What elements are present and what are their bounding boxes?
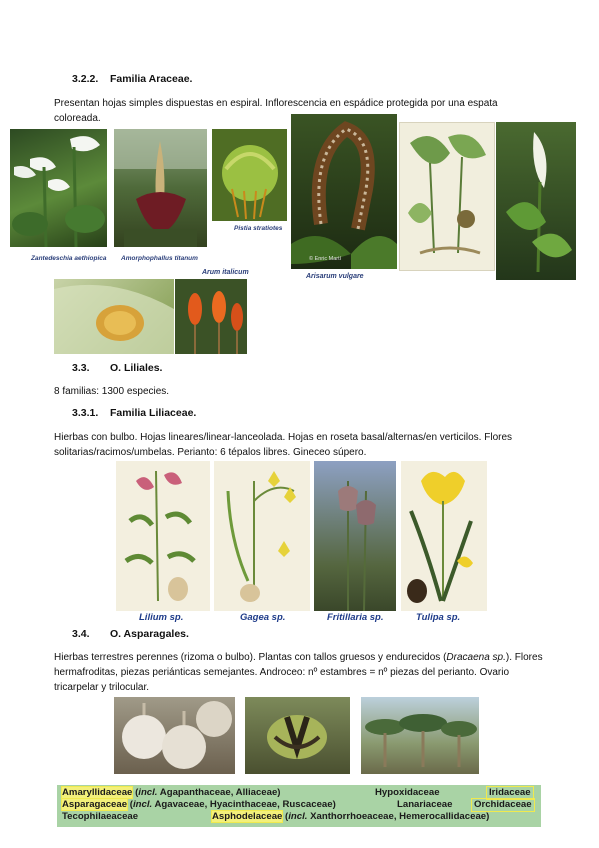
family-row-2-b: Lanariaceae xyxy=(397,799,453,810)
description-italic: Dracaena sp. xyxy=(446,652,506,663)
family-row-2-a xyxy=(62,799,336,811)
family-included: Agapanthaceae, Alliaceae) xyxy=(159,787,281,798)
arum-illustration xyxy=(399,122,495,271)
arum-spadix-photo xyxy=(54,279,174,354)
liliales-description: 8 familias: 1300 especies. xyxy=(54,386,170,397)
caption-zantedeschia: Zantedeschia aethiopica xyxy=(31,255,107,262)
family-row-1-c: Iridaceae xyxy=(489,787,531,798)
arisarum-photo xyxy=(291,114,397,269)
photo-credit: © Enric Martí xyxy=(309,256,342,262)
family-row-2-c: Orchidaceae xyxy=(474,799,532,810)
section-title: O. Liliales. xyxy=(109,362,163,374)
family-incl: (incl. xyxy=(127,799,153,810)
caption-tulipa: Tulipa sp. xyxy=(416,612,461,623)
family-incl: (incl. xyxy=(132,787,158,798)
family-row-1-a xyxy=(62,787,280,799)
caption-arisarum: Arisarum vulgare xyxy=(306,273,364,280)
araceae-description: Presentan hojas simples dispuestas en espiral. Inflorescencia en espádice protegida por una espata coloreada. xyxy=(54,98,498,124)
family-name: Asphodelaceae xyxy=(212,811,283,822)
liliaceae-description: Hierbas con bulbo. Hojas lineares/linear-lanceolada. Hojas en roseta basal/alternas/en verticilos. Flores solitarias/racimos/umbelas. Perianto: 6 tépalos libres. Gineceo súpero. xyxy=(54,432,513,458)
caption-arum: Arum italicum xyxy=(202,269,249,276)
description-text: Hierbas terrestres perennes (rizoma o bulbo). Plantas con tallos gruesos y endurecidos ( xyxy=(54,652,447,663)
caption-pistia: Pistia stratiotes xyxy=(234,225,283,232)
section-number: 3.2.2. xyxy=(72,73,99,85)
family-included: Agavaceae, Hyacinthaceae, Ruscaceae) xyxy=(154,799,336,810)
garlic-photo xyxy=(114,697,235,774)
family-row-3-a: Tecophilaeaceae xyxy=(62,811,139,822)
tulipa-illustration xyxy=(401,461,487,611)
dracaena-photo xyxy=(361,697,479,774)
family-row-1-b: Hypoxidaceae xyxy=(375,787,440,798)
caption-lilium: Lilium sp. xyxy=(139,612,184,623)
amorphophallus-photo xyxy=(114,129,207,247)
section-heading-liliaceae xyxy=(72,407,196,419)
family-name: Amaryllidaceae xyxy=(62,787,133,798)
section-number: 3.4. xyxy=(72,628,90,640)
fritillaria-photo xyxy=(314,461,396,611)
family-row-3-b xyxy=(212,811,489,823)
family-incl: (incl. xyxy=(282,811,308,822)
section-number: 3.3.1. xyxy=(72,407,99,419)
pistia-photo xyxy=(212,129,287,221)
lilium-illustration xyxy=(116,461,210,611)
arum-photo xyxy=(496,122,576,280)
orchid-pod-photo xyxy=(245,697,350,774)
section-heading-araceae xyxy=(72,73,192,85)
caption-fritillaria: Fritillaria sp. xyxy=(327,612,384,623)
caption-amorphophallus: Amorphophallus titanum xyxy=(121,255,198,262)
section-number: 3.3. xyxy=(72,362,90,374)
zantedeschia-photo xyxy=(10,129,107,247)
family-name: Asparagaceae xyxy=(62,799,128,810)
arum-berries-photo xyxy=(175,279,247,354)
asparagales-description xyxy=(54,650,544,695)
description-text: ). Flores hermafroditas, piezas periánticas semejantes. Androceo: nº estambres = nº piezas del perianto. Ovario tricarpelar y trilocular. xyxy=(54,652,543,693)
section-title: Familia Liliaceae. xyxy=(109,407,197,419)
family-included: Xanthorrhoeaceae, Hemerocallidaceae) xyxy=(310,811,490,822)
section-heading-liliales xyxy=(72,362,162,374)
caption-gagea: Gagea sp. xyxy=(240,612,286,623)
section-title: Familia Araceae. xyxy=(109,73,193,85)
section-heading-asparagales xyxy=(72,628,189,640)
gagea-illustration xyxy=(214,461,310,611)
section-title: O. Asparagales. xyxy=(109,628,189,640)
